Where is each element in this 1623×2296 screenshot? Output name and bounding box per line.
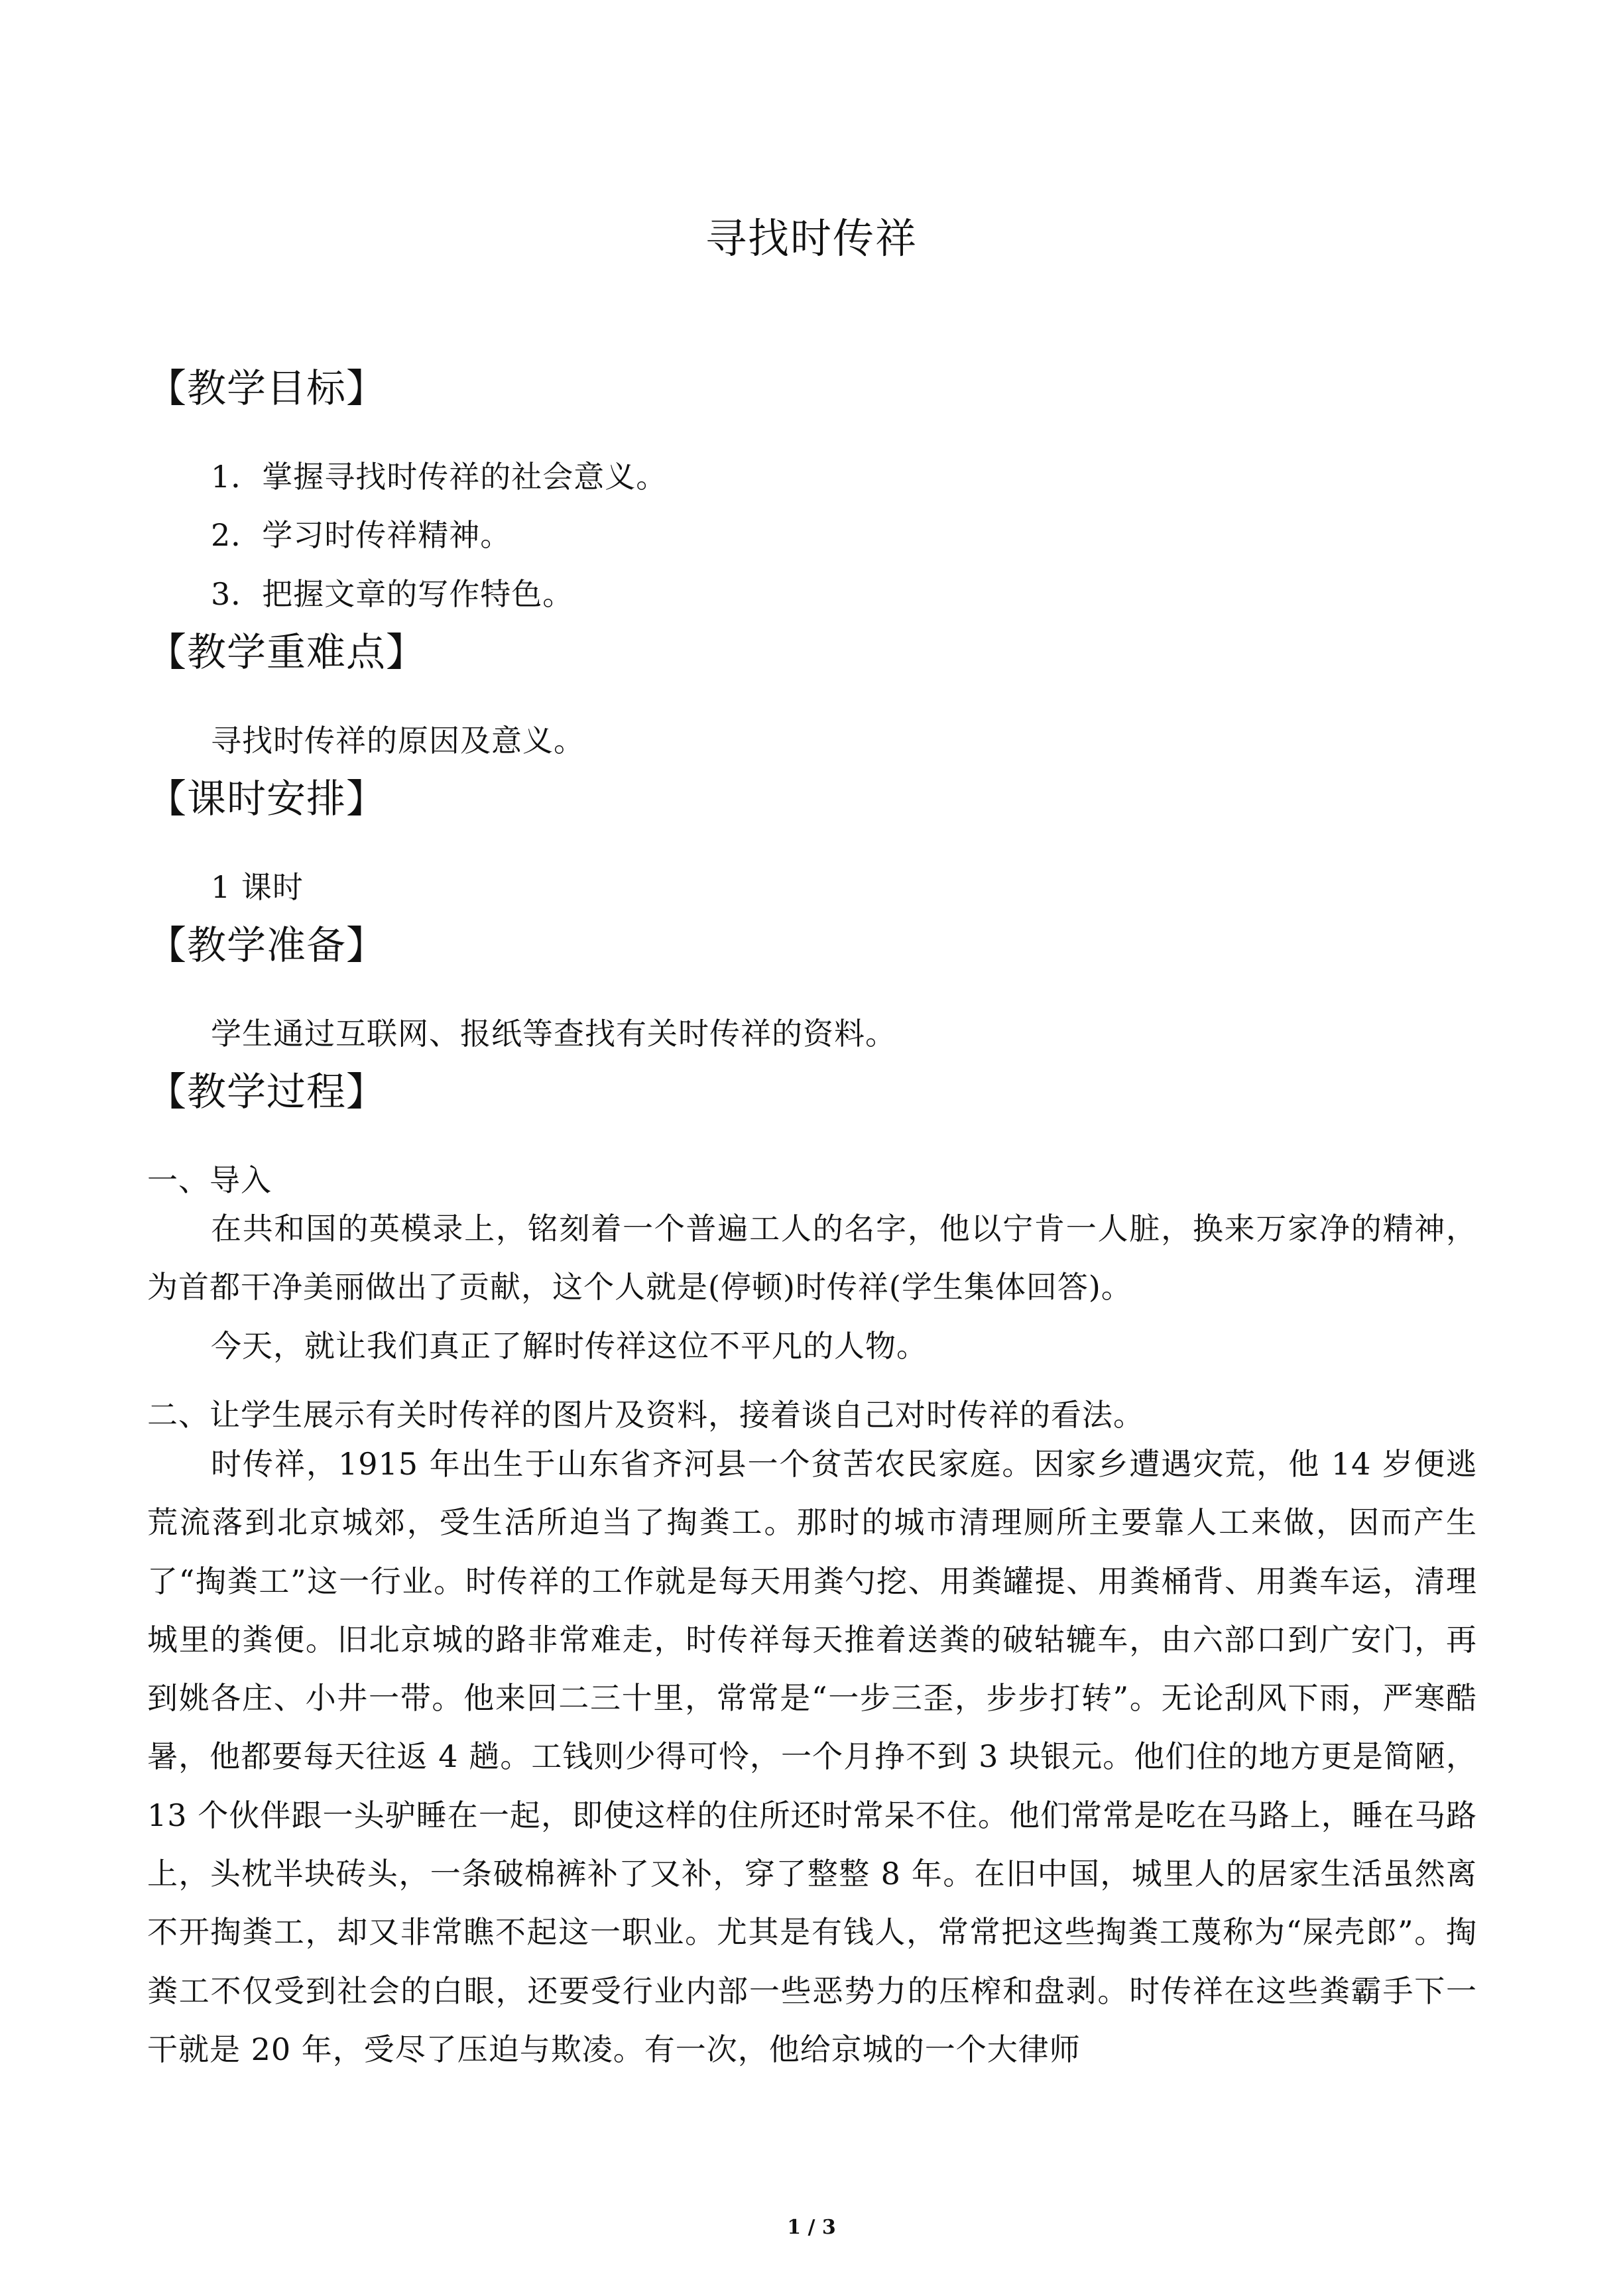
schedule-text: 1 课时 [211,869,304,905]
preparation-text: 学生通过互联网、报纸等查找有关时传祥的资料。 [211,1016,896,1052]
process-step-2-label: 二、让学生展示有关时传祥的图片及资料，接着谈自己对时传祥的看法。 [147,1397,1144,1433]
heading-key-points: 【教学重难点】 [147,629,426,675]
key-points-text: 寻找时传祥的原因及意义。 [211,723,585,758]
heading-schedule: 【课时安排】 [147,776,387,821]
objective-item-3: 3．把握文章的写作特色。 [211,576,574,612]
process-step-1-label: 一、导入 [147,1162,272,1198]
page-number: 1 / 3 [787,2216,836,2239]
process-step-2-paragraph: 时传祥，1915 年出生于山东省齐河县一个贫苦农民家庭。因家乡遭遇灾荒，他 14 岁便逃荒流落到北京城郊，受生活所迫当了掏粪工。那时的城市清理厕所主要靠人工来做，因而产生了“掏粪工”这一行业。时传祥的工作就是每天用粪勺挖、用粪罐提、用粪桶背、用粪车运，清理城里的粪便。旧北京城的路非常难走，时传祥每天推着送粪的破轱辘车，由六部口到广安门，再到姚各庄、小井一带。他来回二三十里，常常是“一步三歪，步步打转”。无论刮风下雨，严寒酷暑，他都要每天往返 4 趟。工钱则少得可怜，一个月挣不到 3 块银元。他们住的地方更是简陋，13 个伙伴跟一头驴睡在一起，即使这样的住所还时常呆不住。他们常常是吃在马路上，睡在马路上，头枕半块砖头，一条破棉裤补了又补，穿了整整 8 年。在旧中国，城里人的居家生活虽然离不开掏粪工，却又非常瞧不起这一职业。尤其是有钱人，常常把这些掏粪工蔑称为“屎壳郎”。掏粪工不仅受到社会的白眼，还要受行业内部一些恶势力的压榨和盘剥。时传祥在这些粪霸手下一干就是 20 年，受尽了压迫与欺凌。有一次，他给京城的一个大律师 [147,1446,1477,2067]
objective-item-2: 2．学习时传祥精神。 [211,517,512,553]
heading-process: 【教学过程】 [147,1069,387,1115]
heading-preparation: 【教学准备】 [147,922,387,968]
process-step-1-paragraph-1: 在共和国的英模录上，铭刻着一个普遍工人的名字，他以宁肯一人脏，换来万家净的精神，为首都干净美丽做出了贡献，这个人就是(停顿)时传祥(学生集体回答)。 [147,1211,1477,1305]
page-title: 寻找时传祥 [705,214,918,263]
heading-objectives: 【教学目标】 [147,365,387,411]
process-step-1-paragraph-2: 今天，就让我们真正了解时传祥这位不平凡的人物。 [211,1328,928,1364]
objective-item-1: 1．掌握寻找时传祥的社会意义。 [211,459,668,495]
